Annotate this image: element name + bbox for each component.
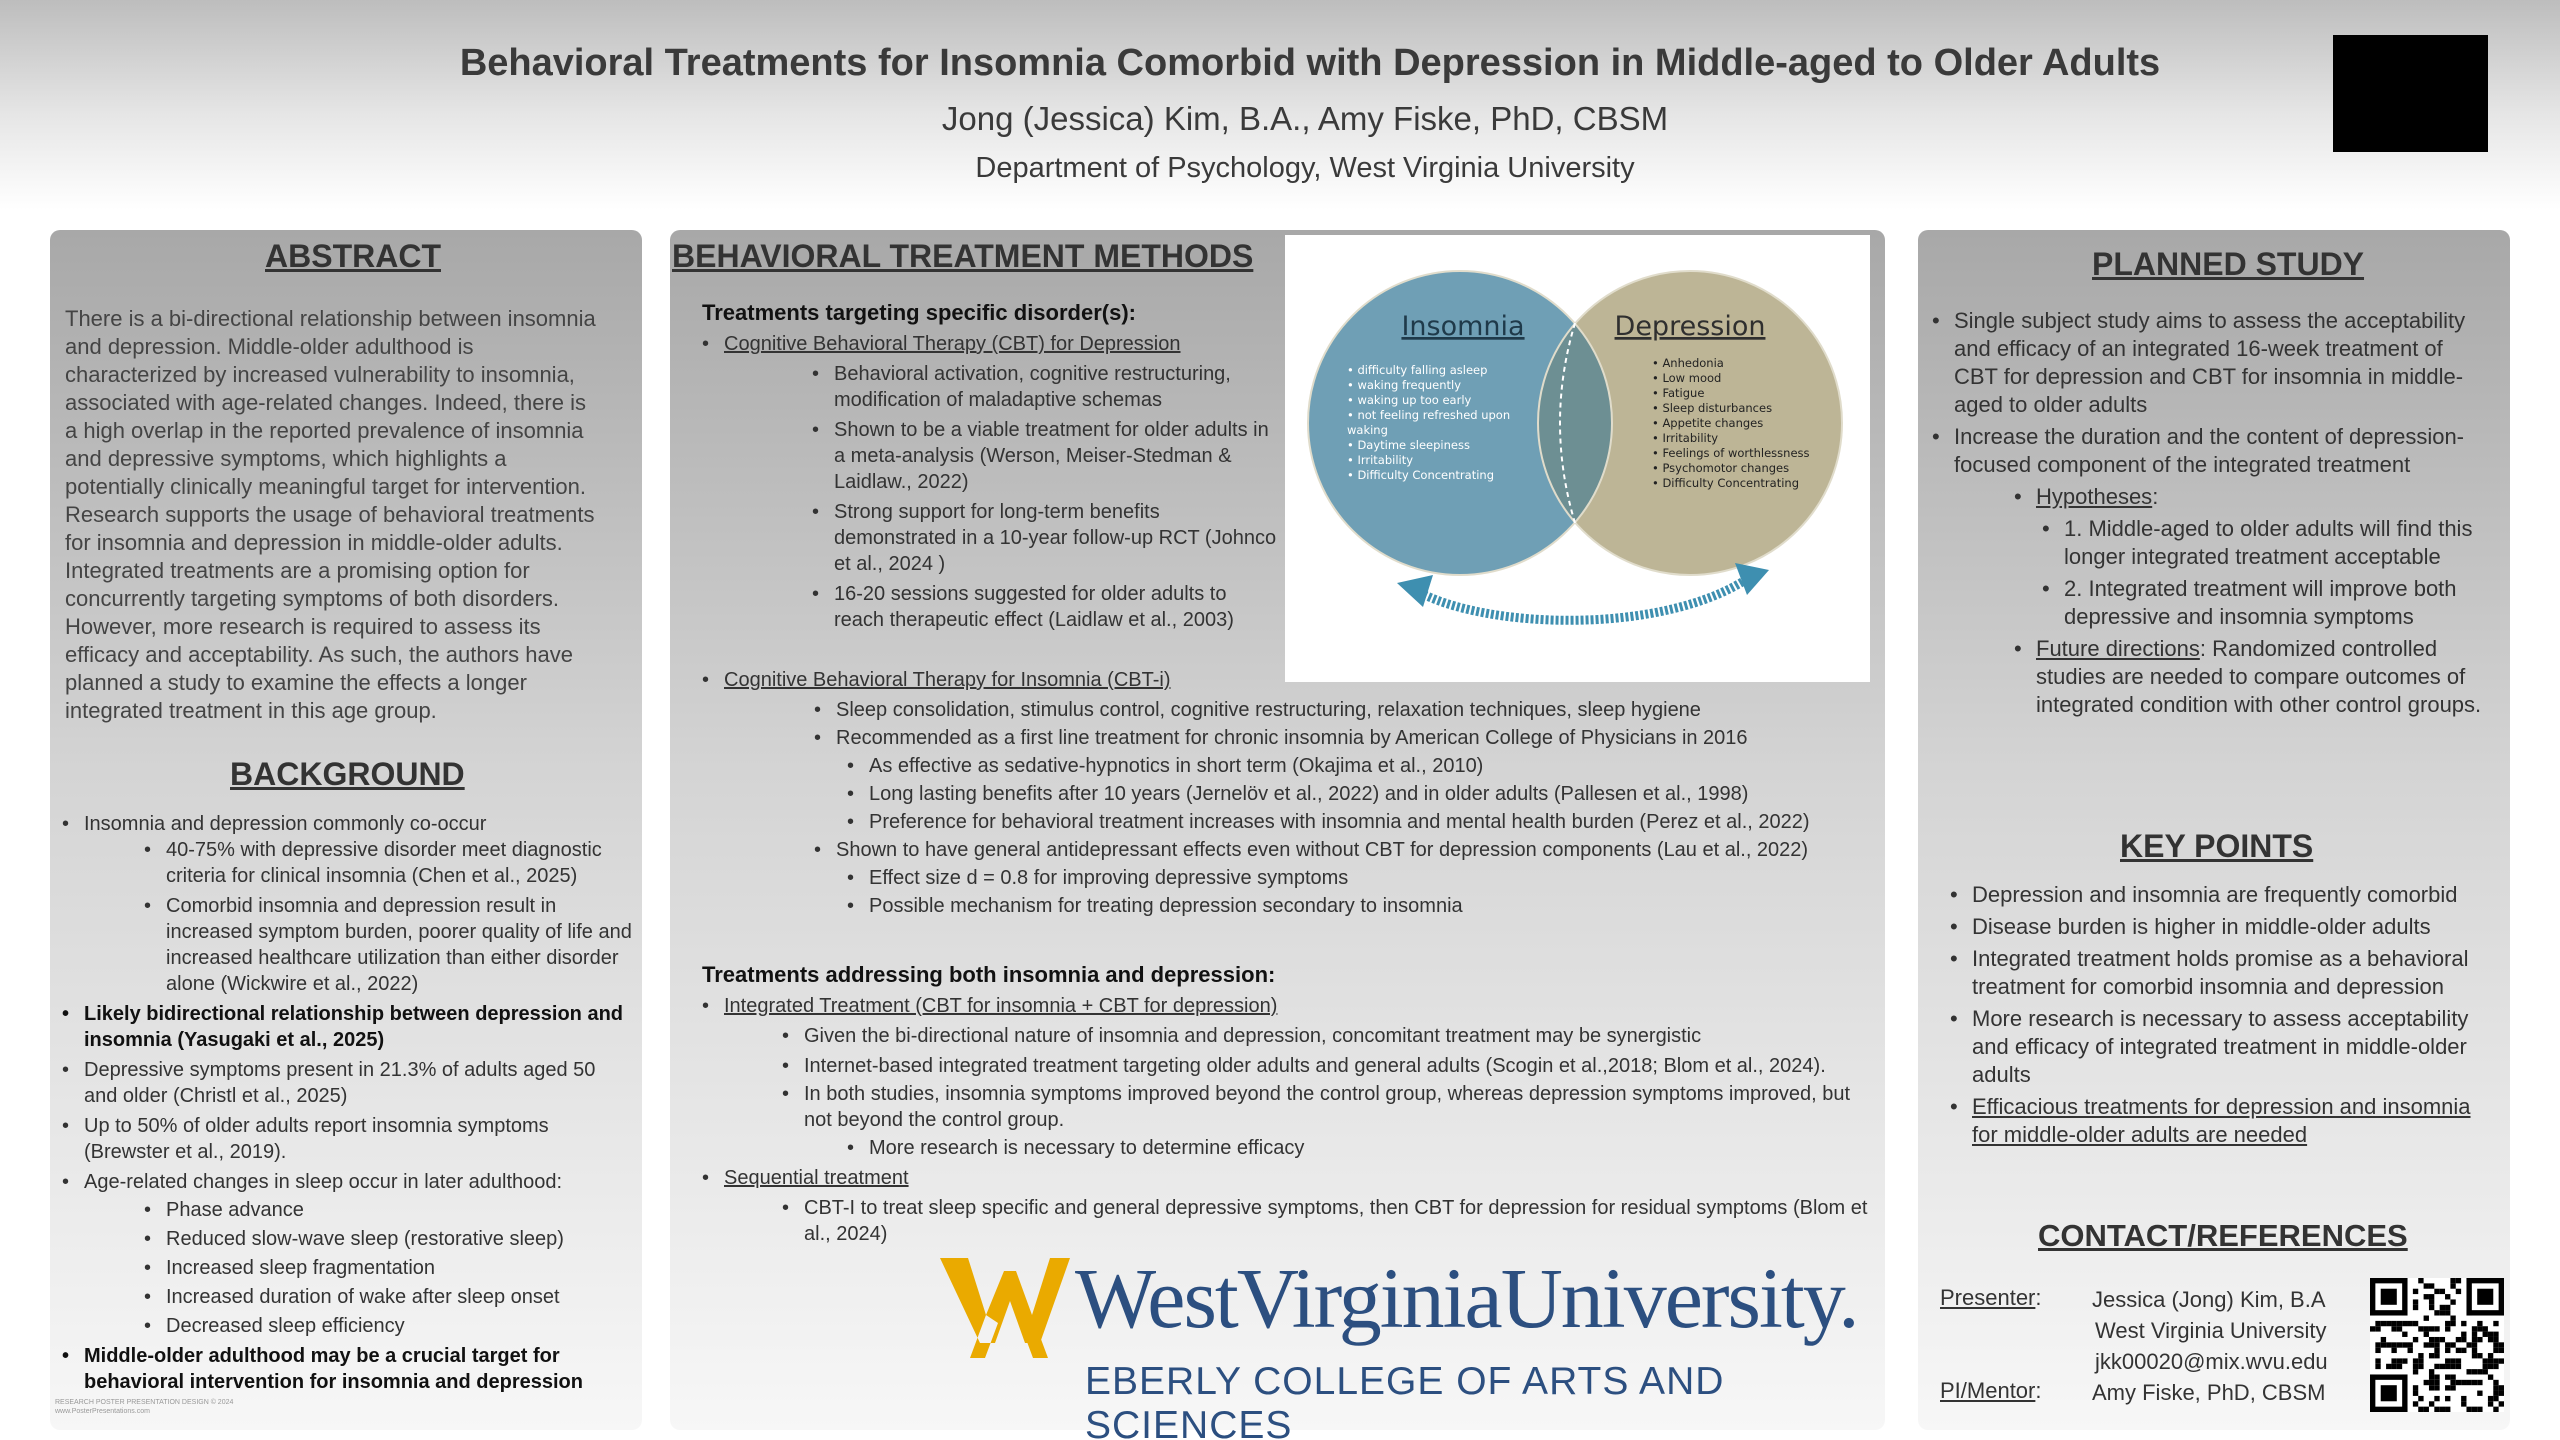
abstract-line: However, more research is required to assess its <box>65 614 541 639</box>
background-subitem: • Comorbid insomnia and depression result in increased symptom burden, poorer quality of life and increased healthcare utilization than either disorder alone (Wickwire et al., 2022) <box>144 893 632 997</box>
methods-heading: BEHAVIORAL TREATMENT METHODS <box>672 238 1254 274</box>
venn-symptom: • difficulty falling asleep <box>1347 363 1488 377</box>
hypothesis-item: • 2. Integrated treatment will improve both depressive and insomnia symptoms <box>2042 575 2492 631</box>
pi-label: PI/Mentor: <box>1940 1378 2042 1403</box>
abstract-text <box>65 305 640 725</box>
methods-subheading-both: Treatments addressing both insomnia and depression: <box>702 962 1276 987</box>
venn-symptom: • Irritability <box>1652 431 1719 445</box>
planned-study-heading: PLANNED STUDY <box>2092 246 2365 282</box>
venn-symptom: • Difficulty Concentrating <box>1652 476 1800 490</box>
presenter-university: West Virginia University <box>2095 1318 2327 1343</box>
venn-symptom: • Sleep disturbances <box>1652 401 1773 415</box>
header-black-box <box>2333 35 2488 152</box>
qr-code[interactable] <box>2370 1278 2504 1412</box>
hypothesis-item: • 1. Middle-aged to older adults will find this longer integrated treatment acceptable <box>2042 515 2492 571</box>
venn-symptom: • Daytime sleepiness <box>1347 438 1470 452</box>
background-item: • Insomnia and depression commonly co-occur <box>62 811 632 837</box>
background-item: • Age-related changes in sleep occur in later adulthood: <box>62 1169 632 1195</box>
method-subdetail: • Possible mechanism for treating depression secondary to insomnia <box>847 893 1882 919</box>
contact-heading: CONTACT/REFERENCES <box>2038 1218 2408 1253</box>
abstract-heading: ABSTRACT <box>265 238 441 274</box>
planned-study-list <box>1932 307 2492 719</box>
venn-symptom: • Fatigue <box>1652 386 1705 400</box>
hypotheses-label: Hypotheses <box>2036 484 2153 509</box>
key-point: • Efficacious treatments for depression and insomnia for middle-older adults are needed <box>1950 1093 2500 1149</box>
venn-symptom: • Difficulty Concentrating <box>1347 468 1495 482</box>
abstract-line: and depressive symptoms, which highlights a <box>65 446 507 471</box>
venn-cycle-arrow <box>1415 577 1750 620</box>
planned-item: • Single subject study aims to assess the acceptability and efficacy of an integrated 16-week treatment of CBT for depression and CBT for insomnia in middle-aged to older adults <box>1932 307 2492 419</box>
methods-cbti-list <box>702 667 1882 919</box>
poster-department: Department of Psychology, West Virginia University <box>975 152 1635 184</box>
key-points-list <box>1950 881 2500 1149</box>
methods-subheading-specific: Treatments targeting specific disorder(s): <box>702 300 1136 325</box>
poster-title: Behavioral Treatments for Insomnia Comorbid with Depression in Middle-aged to Older Adults <box>459 42 2161 84</box>
poster-footer: RESEARCH POSTER PRESENTATION DESIGN © 2024 www.PosterPresentations.com <box>55 1399 234 1415</box>
future-directions-text: : Randomized controlled studies are needed to compare outcomes of integrated condition with other control groups. <box>2036 636 2482 717</box>
background-subitem: • Decreased sleep efficiency <box>144 1313 632 1339</box>
background-item: • Middle-older adulthood may be a crucial target for behavioral intervention for insomnia and depression <box>62 1343 632 1395</box>
method-integrated: • Integrated Treatment (CBT for insomnia + CBT for depression) <box>702 993 1882 1019</box>
venn-title-insomnia: Insomnia <box>1401 311 1525 342</box>
methods-cbtd-list <box>702 331 1282 633</box>
abstract-line: Research supports the usage of behavioral treatments <box>65 502 595 527</box>
abstract-line: There is a bi-directional relationship between insomnia <box>65 306 596 331</box>
hypotheses-colon: : <box>2152 484 2159 509</box>
background-heading: BACKGROUND <box>230 756 465 792</box>
future-directions-label: Future directions <box>2036 636 2200 661</box>
key-point: • Disease burden is higher in middle-older adults <box>1950 913 2500 941</box>
poster-authors: Jong (Jessica) Kim, B.A., Amy Fiske, PhD, CBSM <box>941 100 1669 137</box>
background-subitem: • Reduced slow-wave sleep (restorative sleep) <box>144 1226 632 1252</box>
method-detail: • Shown to have general antidepressant effects even without CBT for depression components (Lau et al., 2022) <box>814 837 1882 863</box>
presenter-info <box>2092 1284 2328 1408</box>
background-subitem: • 40-75% with depressive disorder meet diagnostic criteria for clinical insomnia (Chen et al., 2025) <box>144 837 632 889</box>
method-subdetail: • Preference for behavioral treatment increases with insomnia and mental health burden (Perez et al., 2022) <box>847 809 1882 835</box>
method-detail: • In both studies, insomnia symptoms improved beyond the control group, whereas depression symptoms improved, but not beyond the control group. <box>782 1081 1882 1133</box>
venn-arrowhead-left <box>1397 575 1433 607</box>
background-item: • Depressive symptoms present in 21.3% of adults aged 50 and older (Christl et al., 2025) <box>62 1057 632 1109</box>
venn-symptom: • Irritability <box>1347 453 1414 467</box>
methods-both-list <box>702 993 1882 1247</box>
abstract-line: Integrated treatments are a promising option for <box>65 558 530 583</box>
planned-hypotheses <box>2014 483 2492 511</box>
wv-flying-logo <box>940 1253 1070 1368</box>
abstract-line: integrated treatment in this age group. <box>65 698 437 723</box>
abstract-line: concurrently targeting symptoms of both disorders. <box>65 586 560 611</box>
abstract-line: a high overlap in the reported prevalence of insomnia <box>65 418 584 443</box>
venn-symptom: • Psychomotor changes <box>1652 461 1790 475</box>
method-subdetail: • Long lasting benefits after 10 years (Jernelöv et al., 2022) and in older adults (Pallesen et al., 1998) <box>847 781 1882 807</box>
wvu-logo <box>940 1248 1880 1440</box>
method-sequential: • Sequential treatment <box>702 1165 1882 1191</box>
abstract-line: associated with age-related changes. Indeed, there is <box>65 390 586 415</box>
method-cbt-insomnia: • Cognitive Behavioral Therapy for Insomnia (CBT-i) <box>702 667 1882 693</box>
method-detail: • Recommended as a first line treatment for chronic insomnia by American College of Physicians in 2016 <box>814 725 1882 751</box>
eberly-college-name: EBERLY COLLEGE OF ARTS AND SCIENCES <box>1085 1360 1725 1440</box>
method-detail: • Behavioral activation, cognitive restructuring, modification of maladaptive schemas <box>812 361 1282 413</box>
future-directions <box>2014 635 2492 719</box>
venn-diagram <box>1285 235 1870 682</box>
venn-symptom: • Appetite changes <box>1652 416 1764 430</box>
venn-symptom: • waking frequently <box>1347 378 1462 392</box>
method-detail: • CBT-I to treat sleep specific and general depressive symptoms, then CBT for depression for residual symptoms (Blom et al., 2024) <box>782 1195 1882 1247</box>
key-point: • Depression and insomnia are frequently comorbid <box>1950 881 2500 909</box>
method-subdetail: • As effective as sedative-hypnotics in short term (Okajima et al., 2010) <box>847 753 1882 779</box>
background-list <box>62 811 632 1395</box>
venn-symptom: • Feelings of worthlessness <box>1652 446 1810 460</box>
method-detail: • Internet-based integrated treatment targeting older adults and general adults (Scogin et al.,2018; Blom et al., 2024). <box>782 1053 1882 1079</box>
wvu-wordmark: WestVirginiaUniversity. <box>1075 1250 1858 1346</box>
method-detail: • Shown to be a viable treatment for older adults in a meta-analysis (Werson, Meiser-Stedman & Laidlaw., 2022) <box>812 417 1282 495</box>
presenter-email[interactable]: jkk00020@mix.wvu.edu <box>2095 1349 2328 1374</box>
abstract-line: potentially clinically meaningful target for intervention. <box>65 474 586 499</box>
background-subitem: • Increased sleep fragmentation <box>144 1255 632 1281</box>
method-subdetail: • Effect size d = 0.8 for improving depressive symptoms <box>847 865 1882 891</box>
pi-name: Amy Fiske, PhD, CBSM <box>2092 1380 2326 1405</box>
abstract-line: and depression. Middle-older adulthood is <box>65 334 474 359</box>
venn-symptom: • waking up too early <box>1347 393 1472 407</box>
method-cbt-depression: • Cognitive Behavioral Therapy (CBT) for Depression <box>702 331 1282 357</box>
abstract-line: planned a study to examine the effects a longer <box>65 670 527 695</box>
venn-title-depression: Depression <box>1614 311 1766 342</box>
abstract-line: efficacy and acceptability. As such, the authors have <box>65 642 573 667</box>
background-item: • Likely bidirectional relationship between depression and insomnia (Yasugaki et al., 2025) <box>62 1001 632 1053</box>
poster-header <box>0 0 2560 210</box>
key-point: • Integrated treatment holds promise as a behavioral treatment for comorbid insomnia and depression <box>1950 945 2500 1001</box>
method-subdetail: • More research is necessary to determine efficacy <box>847 1135 1882 1161</box>
method-detail: • Strong support for long-term benefits demonstrated in a 10-year follow-up RCT (Johnco et al., 2024 ) <box>812 499 1282 577</box>
key-points-heading: KEY POINTS <box>2120 828 2314 864</box>
planned-item: • Increase the duration and the content of depression-focused component of the integrated treatment <box>1932 423 2492 479</box>
venn-symptom: waking <box>1347 423 1388 437</box>
venn-symptom: • Anhedonia <box>1652 356 1724 370</box>
background-subitem: • Increased duration of wake after sleep onset <box>144 1284 632 1310</box>
method-detail: • Sleep consolidation, stimulus control, cognitive restructuring, relaxation techniques, sleep hygiene <box>814 697 1882 723</box>
presenter-name: Jessica (Jong) Kim, B.A <box>2092 1287 2326 1312</box>
abstract-line: characterized by increased vulnerability to insomnia, <box>65 362 575 387</box>
presenter-label: Presenter: <box>1940 1285 2042 1310</box>
method-detail: • Given the bi-directional nature of insomnia and depression, concomitant treatment may be synergistic <box>782 1023 1882 1049</box>
method-detail: • 16-20 sessions suggested for older adults to reach therapeutic effect (Laidlaw et al., 2003) <box>812 581 1282 633</box>
venn-svg <box>1285 235 1870 682</box>
key-point: • More research is necessary to assess acceptability and efficacy of integrated treatment in middle-older adults <box>1950 1005 2500 1089</box>
venn-symptom: • Low mood <box>1652 371 1722 385</box>
background-item: • Up to 50% of older adults report insomnia symptoms (Brewster et al., 2019). <box>62 1113 632 1165</box>
abstract-line: for insomnia and depression in middle-older adults. <box>65 530 563 555</box>
background-subitem: • Phase advance <box>144 1197 632 1223</box>
venn-symptom: • not feeling refreshed upon <box>1347 408 1511 422</box>
